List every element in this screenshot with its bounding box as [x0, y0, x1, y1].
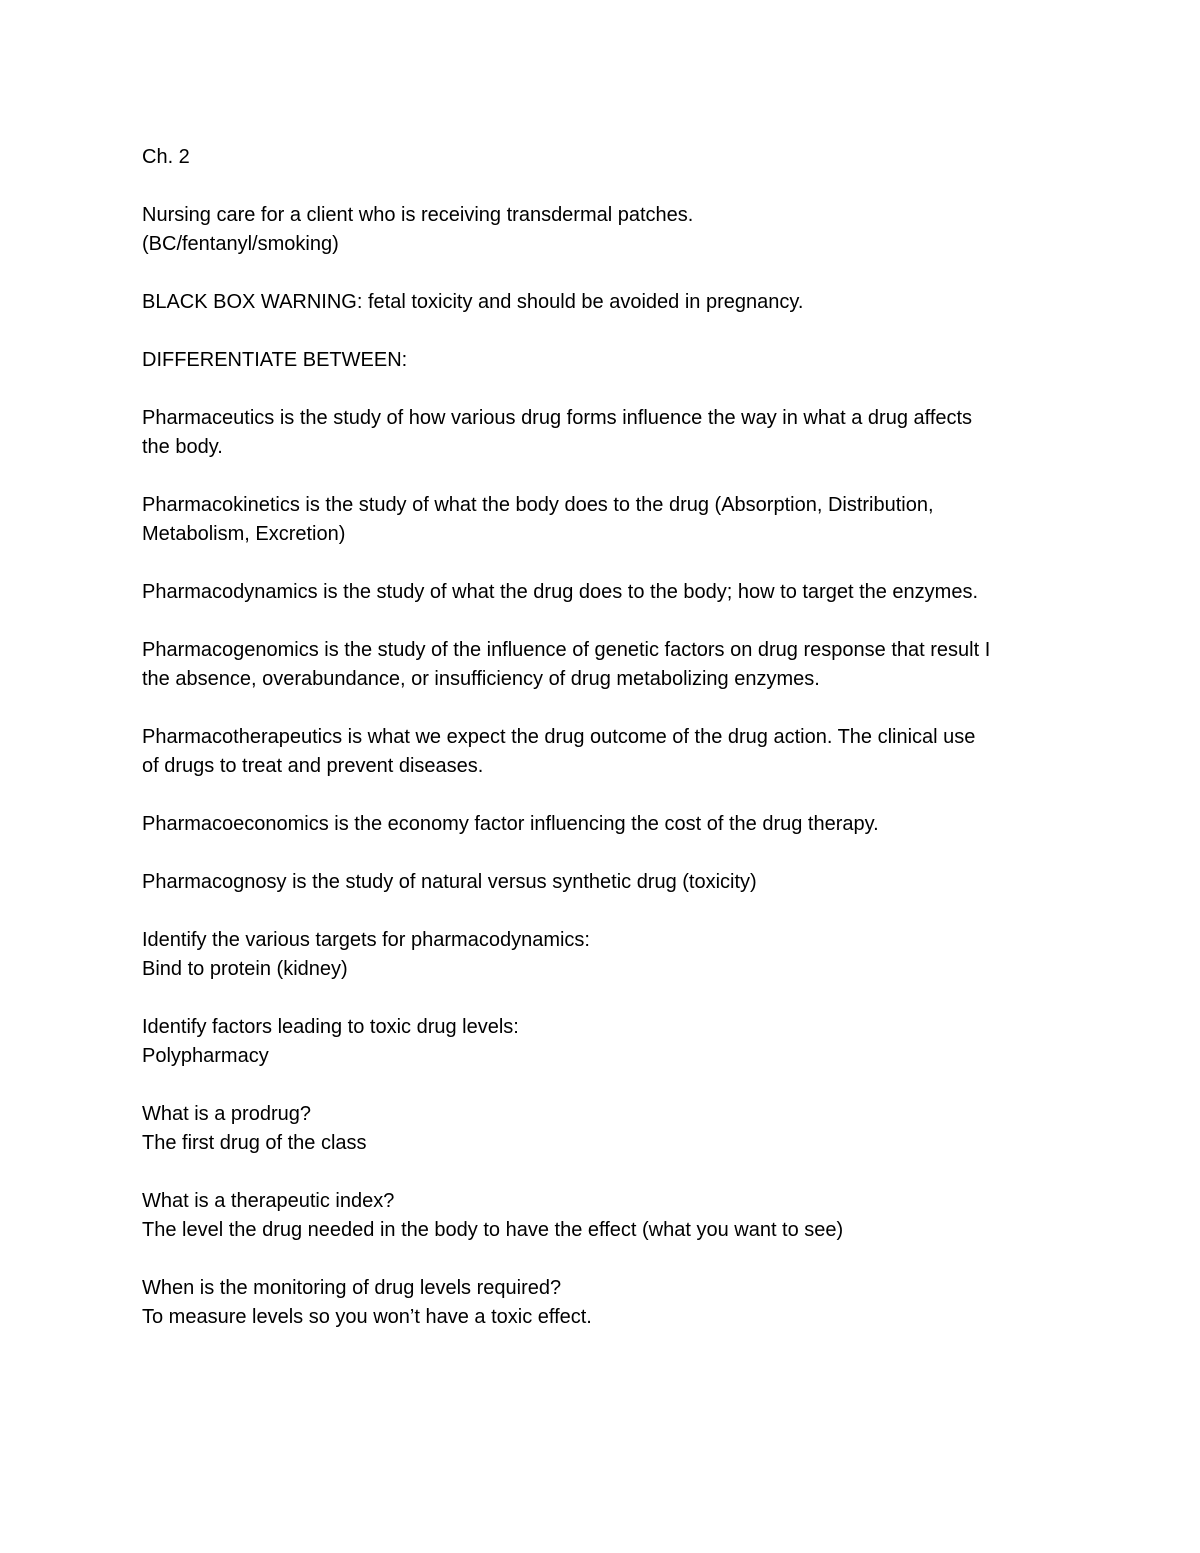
qa-question: What is a prodrug? [142, 1103, 311, 1125]
qa-toxic-levels [142, 1013, 1072, 1071]
definition-pharmacodynamics [142, 578, 1072, 607]
definition-line: the body. [142, 436, 223, 458]
document-page [142, 143, 1072, 1361]
qa-therapeutic-index [142, 1187, 1072, 1245]
definition-pharmacokinetics [142, 491, 1072, 549]
qa-question: What is a therapeutic index? [142, 1190, 395, 1212]
definition-pharmaceutics [142, 404, 1072, 462]
qa-question: Identify factors leading to toxic drug levels: [142, 1016, 519, 1038]
qa-targets [142, 926, 1072, 984]
qa-answer: The first drug of the class [142, 1132, 367, 1154]
chapter-heading-block [142, 143, 1072, 172]
qa-answer: Polypharmacy [142, 1045, 269, 1067]
definition-line: Pharmacognosy is the study of natural versus synthetic drug (toxicity) [142, 871, 757, 893]
definition-line: Pharmacodynamics is the study of what the drug does to the body; how to target the enzymes. [142, 581, 979, 603]
qa-answer: To measure levels so you won’t have a toxic effect. [142, 1306, 592, 1328]
definition-pharmacognosy [142, 868, 1072, 897]
definition-pharmacogenomics [142, 636, 1072, 694]
black-box-warning: BLACK BOX WARNING: fetal toxicity and should be avoided in pregnancy. [142, 291, 804, 313]
qa-monitoring [142, 1274, 1072, 1332]
transdermal-question: Nursing care for a client who is receiving transdermal patches. [142, 204, 694, 226]
definition-line: Pharmacogenomics is the study of the influence of genetic factors on drug response that result I [142, 639, 991, 661]
definition-pharmacotherapeutics [142, 723, 1072, 781]
definition-line: Metabolism, Excretion) [142, 523, 346, 545]
definition-line: the absence, overabundance, or insufficiency of drug metabolizing enzymes. [142, 668, 820, 690]
qa-question: Identify the various targets for pharmacodynamics: [142, 929, 590, 951]
qa-answer: Bind to protein (kidney) [142, 958, 348, 980]
differentiate-section [142, 346, 1072, 375]
definition-line: of drugs to treat and prevent diseases. [142, 755, 484, 777]
definition-pharmacoeconomics [142, 810, 1072, 839]
qa-answer: The level the drug needed in the body to have the effect (what you want to see) [142, 1219, 844, 1241]
transdermal-section [142, 201, 1072, 259]
qa-question: When is the monitoring of drug levels required? [142, 1277, 562, 1299]
qa-prodrug [142, 1100, 1072, 1158]
black-box-section [142, 288, 1072, 317]
chapter-heading: Ch. 2 [142, 146, 190, 168]
transdermal-examples: (BC/fentanyl/smoking) [142, 233, 339, 255]
definition-line: Pharmacotherapeutics is what we expect the drug outcome of the drug action. The clinical use [142, 726, 976, 748]
differentiate-heading: DIFFERENTIATE BETWEEN: [142, 349, 408, 371]
definition-line: Pharmacoeconomics is the economy factor influencing the cost of the drug therapy. [142, 813, 879, 835]
definition-line: Pharmacokinetics is the study of what the body does to the drug (Absorption, Distribution, [142, 494, 934, 516]
definition-line: Pharmaceutics is the study of how various drug forms influence the way in what a drug affects [142, 407, 973, 429]
